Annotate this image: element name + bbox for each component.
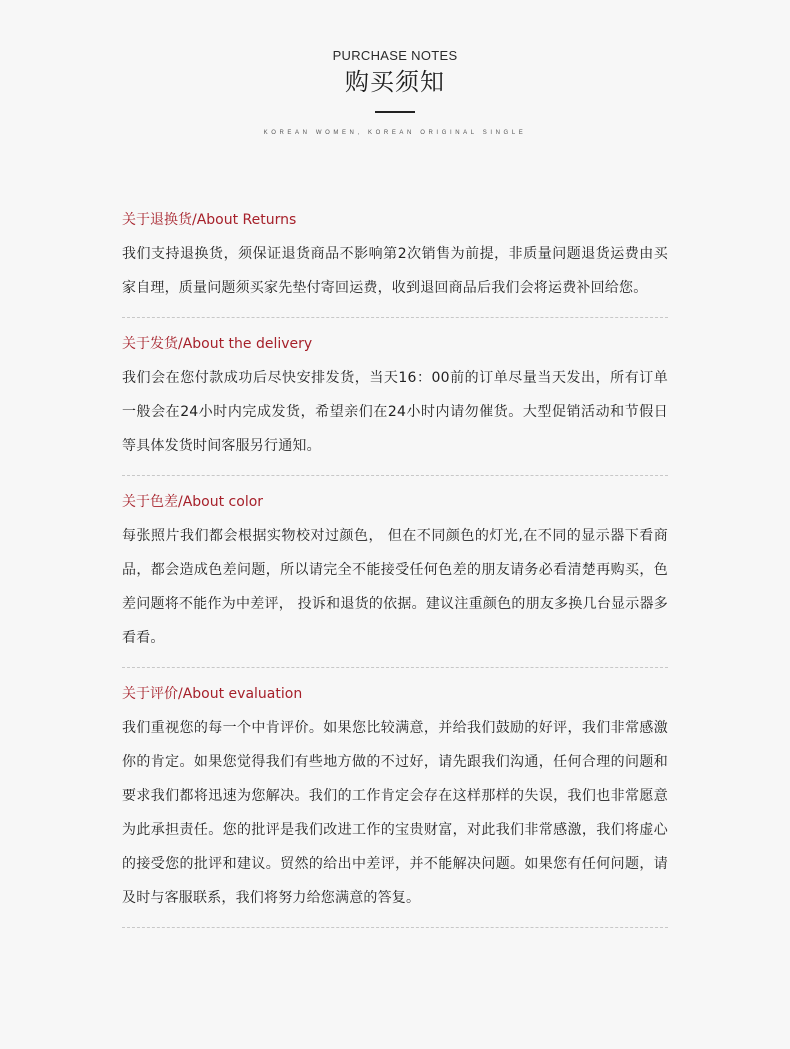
section-divider [122,667,668,668]
page-header [0,48,790,137]
notes-content [122,208,668,942]
header-subtitle: KOREAN WOMEN, KOREAN ORIGINAL SINGLE [263,130,527,136]
section-divider [122,317,668,318]
section-title-returns: 关于退换货/About Returns [122,212,297,228]
section-title-evaluation: 关于评价/About evaluation [122,686,303,702]
section-body-evaluation: 我们重视您的每一个中肯评价。如果您比较满意，并给我们鼓励的好评，我们非常感激你的肯定。如果您觉得我们有些地方做的不过好，请先跟我们沟通，任何合理的问题和要求我们都将迅速为您解决。我们的工作肯定会存在这样那样的失误，我们也非常愿意为此承担责任。您的批评是我们改进工作的宝贵财富，对此我们非常感激，我们将虚心的接受您的批评和建议。贸然的给出中差评，并不能解决问题。如果您有任何问题，请及时与客服联系，我们将努力给您满意的答复。 [122,720,668,906]
section-divider [122,475,668,476]
section-returns [122,208,668,318]
header-title-cn: 购买须知 [345,68,445,96]
section-divider [122,927,668,928]
header-divider [375,111,415,113]
header-title-en: PURCHASE NOTES [332,48,458,63]
section-title-color: 关于色差/About color [122,494,264,510]
section-body-delivery: 我们会在您付款成功后尽快安排发货，当天16：00前的订单尽量当天发出，所有订单一般会在24小时内完成发货，希望亲们在24小时内请勿催货。大型促销活动和节假日等具体发货时间客服另行通知。 [122,370,668,454]
section-body-color: 每张照片我们都会根据实物校对过颜色， 但在不同颜色的灯光,在不同的显示器下看商品，都会造成色差问题，所以请完全不能接受任何色差的朋友请务必看清楚再购买，色差问题将不能作为中差评， 投诉和退货的依据。建议注重颜色的朋友多换几台显示器多看看。 [122,528,668,646]
section-title-delivery: 关于发货/About the delivery [122,336,313,352]
section-evaluation [122,682,668,928]
section-body-returns: 我们支持退换货，须保证退货商品不影响第2次销售为前提，非质量问题退货运费由买家自理，质量问题须买家先垫付寄回运费，收到退回商品后我们会将运费补回给您。 [122,246,668,296]
section-delivery [122,332,668,476]
section-color [122,490,668,668]
